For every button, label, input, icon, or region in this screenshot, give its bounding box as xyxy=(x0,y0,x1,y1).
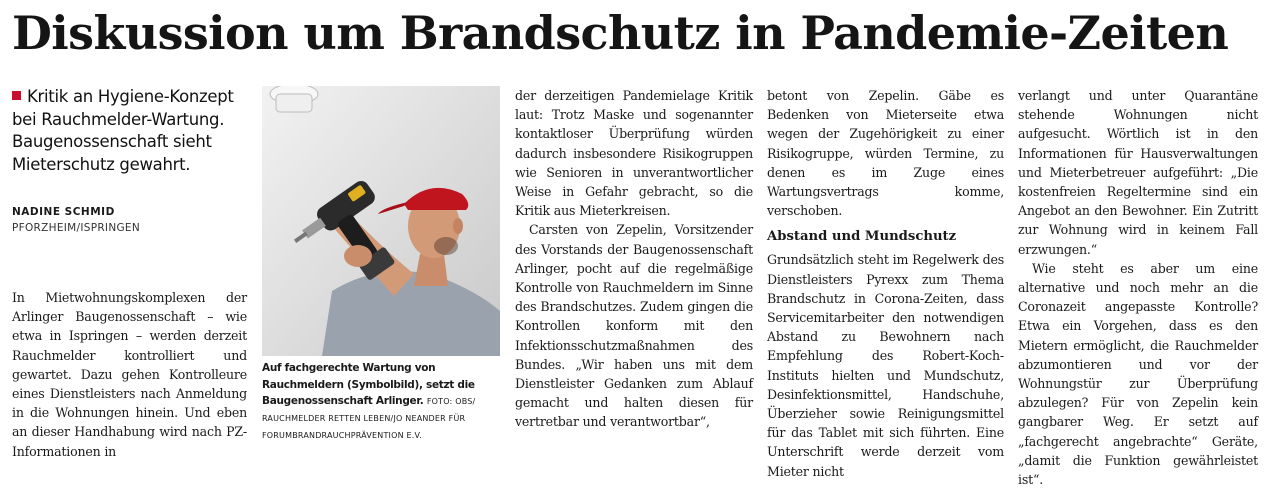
body-paragraph-1: In Mietwohnungskomplexen der Arlinger Baugenossenschaft – wie etwa in Ispringen – werden derzeit Rauchmelder kontrolliert und gewartet. Dazu gehen Kontrolleure eines Dienstleisters nach Anmeldung in die Wohnungen hinein. Und eben an dieser Handhabung wird nach PZ-Informationen in xyxy=(12,290,247,459)
author-byline: NADINE SCHMID xyxy=(12,206,115,218)
dateline-location: PFORZHEIM/ISPRINGEN xyxy=(12,222,141,234)
body-paragraph-2: der derzeitigen Pandemielage Kritik laut: Trotz Maske und sogenannter kontaktloser Überprüfung würden dadurch insbesondere Risikogruppen wie Senioren in unverantwortlicher Weise in Gefahr gebracht, so die Kritik aus Mieterkreisen. xyxy=(515,88,753,219)
subheading: Abstand und Mundschutz xyxy=(767,229,957,245)
column-3 xyxy=(515,86,753,432)
article-photo xyxy=(262,86,500,356)
teaser-marker xyxy=(12,91,21,100)
body-paragraph-5: Grundsätzlich steht im Regelwerk des Dienstleisters Pyrexx zum Thema Brandschutz in Corona-Zeiten, dass Servicemitarbeiter den notwendigen Abstand zu Bewohnern nach Empfehlung des Robert-Koch-Instituts hielten und Mundschutz, Desinfektionsmittel, Handschuhe, Überzieher sowie Reinigungsmittel für das Tablet mit sich führten. Eine Unterschrift werde derzeit vom Mieter nicht xyxy=(767,252,1004,479)
technician-photo-illustration xyxy=(262,86,500,356)
column-4 xyxy=(767,86,1004,481)
photo-credit-2: RAUCHMELDER RETTEN LEBEN/JO NEANDER FÜR FORUMBRANDRAUCHPRÄVENTION E.V. xyxy=(262,414,466,440)
photo-caption-text: Auf fachgerechte Wartung von Rauchmeldern (Symbolbild), setzt die Baugenossenschaft Arlinger. xyxy=(262,362,475,407)
teaser xyxy=(12,86,247,176)
body-paragraph-7: Wie steht es aber um eine alternative und noch mehr an die Coronazeit angepasste Kontrolle? Etwa ein Vorgehen, dass es den Mietern ermöglicht, die Rauchmelder abzumontieren und vor der Wohnungstür zur Überprüfung abzulegen? Für von Zepelin kein gangbarer Weg. Er setzt auf „fachgerecht angebrachte“ Geräte, „damit die Funktion gewährleistet ist“. xyxy=(1018,260,1258,488)
teaser-text: Kritik an Hygiene-Konzept bei Rauchmelder-Wartung. Baugenossenschaft sieht Mieterschutz gewahrt. xyxy=(12,87,234,174)
photo-credit-1: FOTO: OBS/ xyxy=(426,397,476,406)
column-1 xyxy=(12,86,247,234)
body-paragraph-4: betont von Zepelin. Gäbe es Bedenken von Mieterseite etwa wegen der Zugehörigkeit zu einer Risikogruppe, würden Termine, zu denen es im Zuge eines Wartungsvertrags komme, verschoben. xyxy=(767,88,1004,219)
column-2 xyxy=(262,86,500,444)
body-paragraph-6: verlangt und unter Quarantäne stehende Wohnungen nicht aufgesucht. Wörtlich ist in den Informationen für Hausverwaltungen und Mieterbetreuer aufgeführt: „Die kostenfreien Regeltermine sind ein Angebot an den Bewohner. Ein Zutritt zur Wohnung wird in keinem Fall erzwungen.“ xyxy=(1018,88,1258,257)
headline: Diskussion um Brandschutz in Pandemie-Zeiten xyxy=(12,6,1229,60)
intro-column xyxy=(12,288,247,461)
photo-caption xyxy=(262,360,500,444)
column-5 xyxy=(1018,86,1258,489)
body-paragraph-3: Carsten von Zepelin, Vorsitzender des Vorstands der Baugenossenschaft Arlinger, pocht auf die regelmäßige Kontrolle von Rauchmeldern im Sinne des Brandschutzes. Zudem gingen die Kontrollen konform mit den Infektionsschutzmaßnahmen des Bundes. „Wir haben uns mit dem Dienstleister Gedanken zum Ablauf gemacht und halten diesen für vertretbar und verantwortbar“, xyxy=(515,222,753,430)
